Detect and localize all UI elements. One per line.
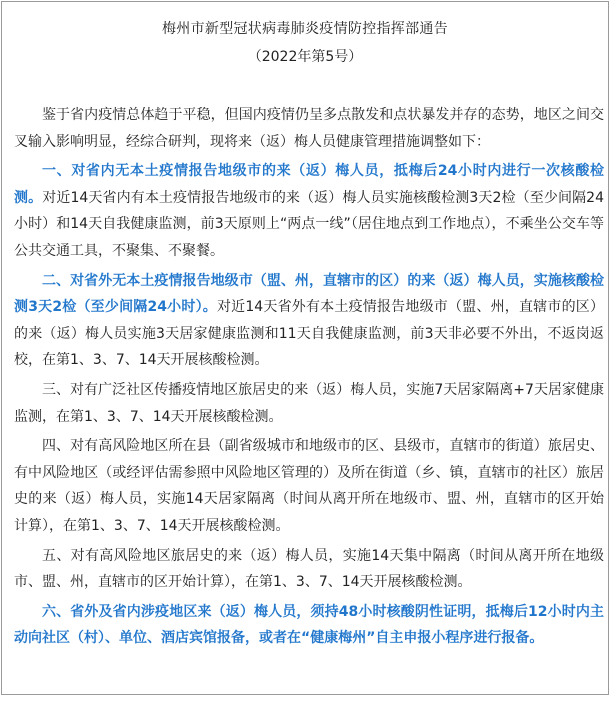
notice-body bbox=[14, 102, 604, 655]
item-1-paragraph bbox=[14, 158, 604, 264]
item-1-text: 对近14天省内有本土疫情报告地级市的来（返）梅人员实施核酸检测3天2检（至少间隔24小时）和14天自我健康监测，前3天原则上“两点一线”（居住地点到工作地点），不乘坐公交车等公共交通工具，不聚集、不聚餐。 bbox=[14, 189, 605, 259]
intro-paragraph bbox=[14, 102, 604, 155]
item-2-text: 对近14天省外有本土疫情报告地级市（盟、州，直辖市的区）的来（返）梅人员实施3天居家健康监测和11天自我健康监测，前3天非必要不外出，不返岗返校，在第1、3、7、14天开展核酸检测。 bbox=[14, 299, 604, 369]
item-4-paragraph bbox=[14, 433, 604, 539]
item-4-text: 四、对有高风险地区所在县（副省级城市和地级市的区、县级市，直辖市的街道）旅居史、有中风险地区（或经评估需参照中风险地区管理的）及所在街道（乡、镇，直辖市的社区）旅居史的来（返）梅人员，实施14天居家隔离（时间从离开所在地级市、盟、州，直辖市的区开始计算），在第1、3、7、14天开展核酸检测。 bbox=[14, 438, 604, 534]
notice-frame bbox=[1, 1, 609, 695]
item-5-paragraph bbox=[14, 543, 604, 596]
item-2-highlight: 二、对省外无本土疫情报告地级市（盟、州，直辖市的区）的来（返）梅人员，实施核酸检测3天2检（至少间隔24小时）。 bbox=[14, 272, 604, 316]
item-5-text: 五、对有高风险地区旅居史的来（返）梅人员，实施14天集中隔离（时间从离开所在地级市、盟、州，直辖市的区开始计算），在第1、3、7、14天开展核酸检测。 bbox=[14, 547, 604, 591]
item-6-paragraph bbox=[14, 599, 604, 652]
item-6-highlight: 六、省外及省内涉疫地区来（返）梅人员，须持48小时核酸阴性证明，抵梅后12小时内主动向社区（村）、单位、酒店宾馆报备，或者在“健康梅州”自主申报小程序进行报备。 bbox=[14, 603, 604, 647]
intro-text: 鉴于省内疫情总体趋于平稳，但国内疫情仍呈多点散发和点状暴发并存的态势，地区之间交叉输入影响明显，经综合研判，现将来（返）梅人员健康管理措施调整如下： bbox=[14, 107, 604, 150]
item-3-paragraph bbox=[14, 377, 604, 430]
item-3-text: 三、对有广泛社区传播疫情地区旅居史的来（返）梅人员，实施7天居家隔离+7天居家健康监测，在第1、3、7、14天开展核酸检测。 bbox=[14, 381, 604, 425]
item-2-paragraph bbox=[14, 268, 604, 374]
notice-title: 梅州市新型冠状病毒肺炎疫情防控指挥部通告 bbox=[162, 21, 448, 37]
notice-number: （2022年第5号） bbox=[247, 49, 363, 65]
item-1-highlight: 一、对省内无本土疫情报告地级市的来（返）梅人员，抵梅后24小时内进行一次核酸检测。 bbox=[14, 163, 604, 206]
